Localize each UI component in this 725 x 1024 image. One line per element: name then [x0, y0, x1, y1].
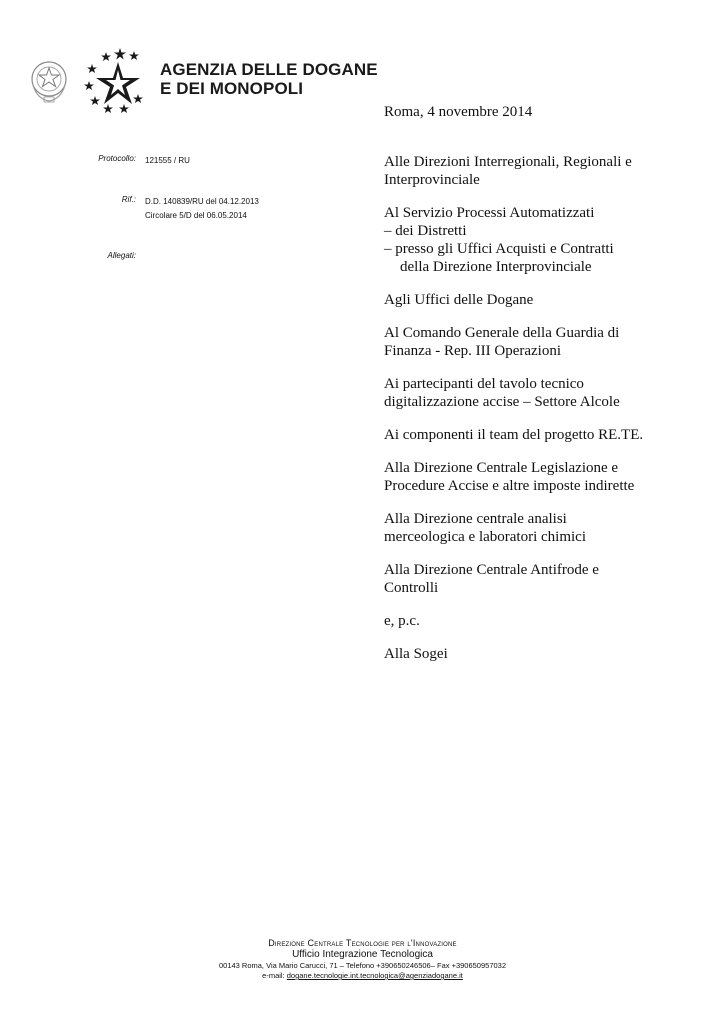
recipient-line: Controlli [384, 580, 439, 596]
recipient-line: Alla Direzione centrale analisi [384, 511, 567, 527]
recipient-line: Alla Direzione Centrale Antifrode e [384, 562, 599, 578]
recipient-block [384, 153, 714, 189]
recipient-line: Al Comando Generale della Guardia di [384, 325, 620, 341]
logo-line-2: E DEI MONOPOLI [160, 79, 304, 98]
recipient-line: Ai partecipanti del tavolo tecnico [384, 376, 584, 392]
rif-value-1: D.D. 140839/RU del 04.12.2013 [145, 197, 259, 206]
recipients-list [384, 153, 714, 678]
recipient-sub-item-cont: della Direzione Interprovinciale [400, 259, 592, 275]
recipient-block [384, 459, 714, 495]
recipient-line: Alle Direzioni Interregionali, Regionali e [384, 154, 632, 170]
protocollo-label: Protocollo: [98, 154, 136, 163]
recipient-block [384, 324, 714, 360]
italian-republic-emblem-icon [27, 55, 71, 105]
recipient-block [384, 204, 714, 276]
recipient-line: Alla Direzione Centrale Legislazione e [384, 460, 619, 476]
rif-label: Rif.: [121, 195, 136, 204]
rif-value-2: Circolare 5/D del 06.05.2014 [145, 211, 247, 220]
recipient-block [384, 375, 714, 411]
letter-date: Roma, 4 novembre 2014 [384, 104, 533, 120]
recipient-line: Procedure Accise e altre imposte indirette [384, 478, 635, 494]
stars-circle-logo-icon [82, 44, 152, 116]
recipient-line: Agli Uffici delle Dogane [384, 292, 534, 308]
recipient-line: Ai componenti il team del progetto RE.TE. [384, 427, 644, 443]
agency-logo-text [160, 60, 378, 98]
recipient-sub-item: – dei Distretti [384, 223, 467, 239]
recipient-block [384, 612, 714, 630]
footer-office: Ufficio Integrazione Tecnologica [292, 949, 433, 960]
recipient-line: Al Servizio Processi Automatizzati [384, 205, 595, 221]
recipient-sub-item: – presso gli Uffici Acquisti e Contratti [384, 241, 614, 257]
protocollo-value: 121555 / RU [145, 156, 190, 165]
footer-address: 00143 Roma, Via Mario Carucci, 71 – Telefono +390650246506– Fax +390650957032 [218, 961, 507, 970]
letter-footer [0, 937, 725, 981]
recipient-block [384, 645, 714, 663]
recipient-line: digitalizzazione accise – Settore Alcole [384, 394, 620, 410]
cc-line: e, p.c. [384, 613, 420, 629]
logo-line-1: AGENZIA DELLE DOGANE [160, 60, 378, 79]
recipient-line: Finanza - Rep. III Operazioni [384, 343, 562, 359]
recipient-line: Alla Sogei [384, 646, 448, 662]
recipient-line: merceologica e laboratori chimici [384, 529, 586, 545]
footer-email-label: e-mail: [262, 971, 287, 980]
recipient-line: Interprovinciale [384, 172, 480, 188]
recipient-block [384, 510, 714, 546]
footer-department: Direzione Centrale Tecnologie per l'Innovazione [268, 938, 457, 948]
footer-email-link[interactable]: dogane.tecnologie.int.tecnologica@agenziadogane.it [286, 971, 463, 980]
recipient-block [384, 561, 714, 597]
recipient-block [384, 426, 714, 444]
recipient-block [384, 291, 714, 309]
allegati-label: Allegati: [107, 251, 136, 260]
footer-email-line [0, 971, 725, 981]
